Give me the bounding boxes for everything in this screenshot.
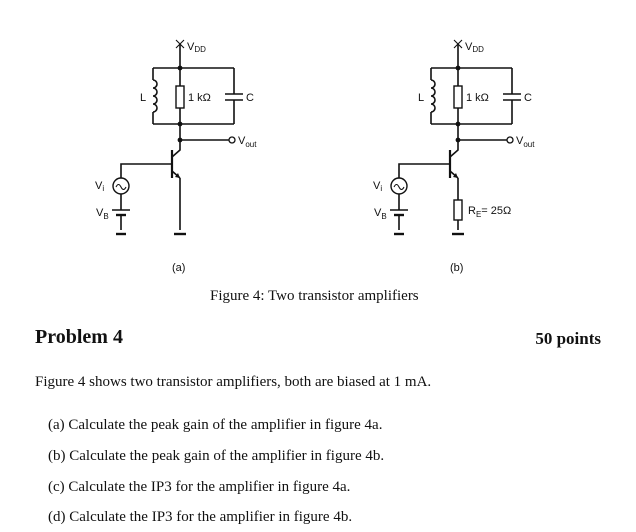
question-item: (a) Calculate the peak gain of the amplifier in figure 4a. [48, 417, 383, 433]
circuit-b-resistor-label: 1 kΩ [466, 92, 489, 104]
circuit-b [373, 40, 535, 274]
circuit-a-vout-label: $V_{out}$ [238, 135, 257, 149]
figure-caption: Figure 4: Two transistor amplifiers [210, 288, 419, 304]
circuit-a-capacitor-label: C [246, 92, 254, 104]
circuit-b-vi-label: Vi [373, 180, 383, 193]
circuit-b-vb-label: $V_B$ [374, 207, 387, 221]
circuit-a-vi-label: Vi [95, 180, 105, 193]
problem-title: Problem 4 [35, 326, 123, 348]
circuit-a-inductor-label: L [140, 92, 147, 104]
circuit-a-vdd-label: VDD [187, 41, 206, 54]
circuit-b-vout-label: $V_{out}$ [516, 135, 535, 149]
circuit-b-sublabel: (b) [450, 262, 464, 274]
question-item: (d) Calculate the IP3 for the amplifier in figure 4b. [48, 509, 353, 525]
circuit-b-capacitor-label: C [524, 92, 532, 104]
circuit-a-vb-label: $V_B$ [96, 207, 109, 221]
circuit-b-vdd-label: VDD [465, 41, 484, 54]
circuit-a [95, 40, 257, 274]
circuit-b-inductor-label: L [418, 92, 425, 104]
circuit-a-sublabel: (a) [172, 262, 186, 274]
question-item: (c) Calculate the IP3 for the amplifier in figure 4a. [48, 479, 351, 495]
problem-intro: Figure 4 shows two transistor amplifiers, both are biased at 1 mA. [35, 374, 432, 390]
question-item: (b) Calculate the peak gain of the amplifier in figure 4b. [48, 448, 385, 464]
circuit-a-resistor-label: 1 kΩ [188, 92, 211, 104]
circuit-b-re-label: $R_E= 25\Omega$ [468, 205, 512, 219]
problem-points: 50 points [535, 329, 601, 348]
